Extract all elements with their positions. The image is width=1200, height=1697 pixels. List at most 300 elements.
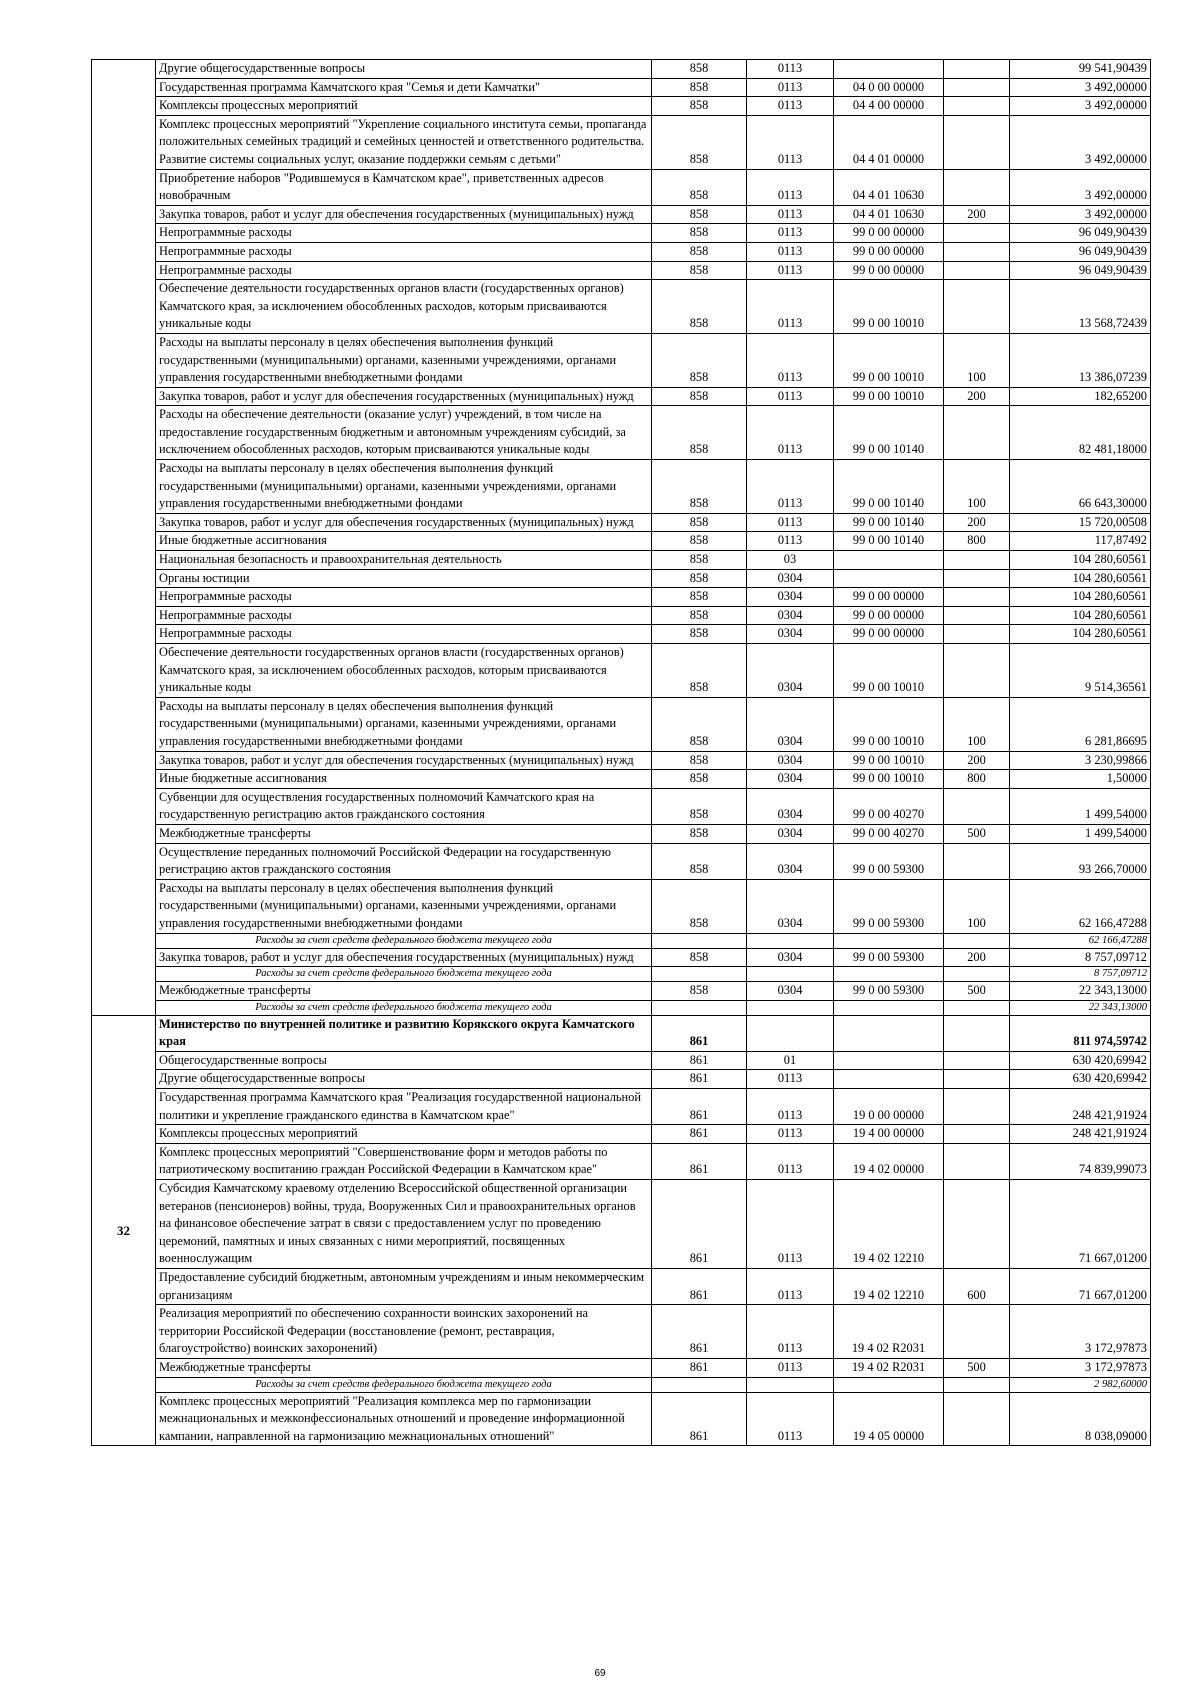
row-csr-cell: 99 0 00 10010 <box>834 697 944 751</box>
row-name-cell: Расходы на обеспечение деятельности (оказание услуг) учреждений, в том числе на предоставление государственным бюджетным и автономным учреждениям субсидий, за исключением обособленных расходов, которым присваиваются уникальные коды <box>156 406 652 460</box>
table-row <box>92 406 1151 460</box>
row-vr-cell <box>944 606 1010 625</box>
row-csr-cell: 99 0 00 10010 <box>834 751 944 770</box>
row-ved-cell: 858 <box>652 697 747 751</box>
row-csr-cell <box>834 967 944 982</box>
row-name-cell: Расходы за счет средств федерального бюджета текущего года <box>156 1000 652 1015</box>
row-vr-cell: 600 <box>944 1269 1010 1305</box>
row-csr-cell: 99 0 00 10140 <box>834 406 944 460</box>
row-rz-cell: 01 <box>747 1051 834 1070</box>
table-row <box>92 982 1151 1001</box>
row-sum-cell: 93 266,70000 <box>1010 843 1151 879</box>
row-sum-cell: 8 757,09712 <box>1010 948 1151 967</box>
table-row <box>92 513 1151 532</box>
table-row <box>92 1070 1151 1089</box>
row-ved-cell: 858 <box>652 551 747 570</box>
table-row <box>92 224 1151 243</box>
row-sum-cell: 62 166,47288 <box>1010 879 1151 933</box>
row-ved-cell: 858 <box>652 788 747 824</box>
row-ved-cell: 861 <box>652 1070 747 1089</box>
row-name-cell: Органы юстиции <box>156 569 652 588</box>
row-vr-cell: 500 <box>944 824 1010 843</box>
row-name-cell: Межбюджетные трансферты <box>156 982 652 1001</box>
row-sum-cell: 62 166,47288 <box>1010 933 1151 948</box>
table-row <box>92 644 1151 698</box>
row-csr-cell: 19 4 05 00000 <box>834 1392 944 1446</box>
row-csr-cell: 04 4 01 10630 <box>834 169 944 205</box>
row-name-cell: Закупка товаров, работ и услуг для обеспечения государственных (муниципальных) нужд <box>156 387 652 406</box>
row-name-cell: Субвенции для осуществления государственных полномочий Камчатского края на государственную регистрацию актов гражданского состояния <box>156 788 652 824</box>
row-csr-cell: 19 0 00 00000 <box>834 1089 944 1125</box>
budget-table <box>91 59 1151 1446</box>
row-vr-cell <box>944 1000 1010 1015</box>
row-rz-cell <box>747 1377 834 1392</box>
row-csr-cell: 99 0 00 59300 <box>834 843 944 879</box>
row-vr-cell <box>944 644 1010 698</box>
row-sum-cell: 71 667,01200 <box>1010 1180 1151 1269</box>
table-row <box>92 879 1151 933</box>
row-sum-cell: 96 049,90439 <box>1010 242 1151 261</box>
row-name-cell: Расходы на выплаты персоналу в целях обеспечения выполнения функций государственными (муниципальными) органами, казенными учреждениями, органами управления государственными внебюджетными фондами <box>156 333 652 387</box>
row-vr-cell <box>944 1070 1010 1089</box>
row-name-cell: Закупка товаров, работ и услуг для обеспечения государственных (муниципальных) нужд <box>156 948 652 967</box>
table-row <box>92 1125 1151 1144</box>
row-ved-cell: 858 <box>652 843 747 879</box>
row-rz-cell: 0304 <box>747 569 834 588</box>
row-ved-cell: 858 <box>652 948 747 967</box>
row-sum-cell: 3 492,00000 <box>1010 169 1151 205</box>
row-rz-cell: 0304 <box>747 824 834 843</box>
row-rz-cell: 0113 <box>747 1180 834 1269</box>
row-csr-cell: 04 4 00 00000 <box>834 97 944 116</box>
row-ved-cell: 858 <box>652 588 747 607</box>
row-sum-cell: 74 839,99073 <box>1010 1143 1151 1179</box>
row-csr-cell <box>834 1015 944 1051</box>
row-rz-cell <box>747 1000 834 1015</box>
row-rz-cell: 0113 <box>747 60 834 79</box>
row-rz-cell: 0304 <box>747 788 834 824</box>
row-name-cell: Иные бюджетные ассигнования <box>156 770 652 789</box>
row-rz-cell: 0113 <box>747 387 834 406</box>
row-name-cell: Комплексы процессных мероприятий <box>156 1125 652 1144</box>
row-csr-cell: 99 0 00 00000 <box>834 625 944 644</box>
row-ved-cell: 858 <box>652 982 747 1001</box>
row-name-cell: Министерство по внутренней политике и развитию Корякского округа Камчатского края <box>156 1015 652 1051</box>
row-csr-cell: 99 0 00 10140 <box>834 460 944 514</box>
row-sum-cell: 104 280,60561 <box>1010 625 1151 644</box>
row-sum-cell: 3 492,00000 <box>1010 205 1151 224</box>
row-csr-cell: 99 0 00 59300 <box>834 948 944 967</box>
row-rz-cell: 0113 <box>747 280 834 334</box>
row-name-cell: Расходы за счет средств федерального бюджета текущего года <box>156 967 652 982</box>
row-vr-cell <box>944 569 1010 588</box>
row-csr-cell: 99 0 00 59300 <box>834 982 944 1001</box>
row-name-cell: Непрограммные расходы <box>156 588 652 607</box>
row-name-cell: Расходы за счет средств федерального бюджета текущего года <box>156 1377 652 1392</box>
row-sum-cell: 3 172,97873 <box>1010 1358 1151 1377</box>
row-sum-cell: 2 982,60000 <box>1010 1377 1151 1392</box>
row-vr-cell <box>944 169 1010 205</box>
table-row <box>92 606 1151 625</box>
row-ved-cell: 861 <box>652 1125 747 1144</box>
row-sum-cell: 3 492,00000 <box>1010 97 1151 116</box>
table-row <box>92 169 1151 205</box>
row-rz-cell: 0113 <box>747 406 834 460</box>
table-row <box>92 1392 1151 1446</box>
row-vr-cell: 100 <box>944 333 1010 387</box>
row-csr-cell <box>834 60 944 79</box>
row-rz-cell: 0113 <box>747 1070 834 1089</box>
row-sum-cell: 15 720,00508 <box>1010 513 1151 532</box>
row-rz-cell: 0113 <box>747 261 834 280</box>
row-csr-cell: 99 0 00 10010 <box>834 280 944 334</box>
row-vr-cell <box>944 1051 1010 1070</box>
row-rz-cell: 0113 <box>747 97 834 116</box>
row-csr-cell: 19 4 02 00000 <box>834 1143 944 1179</box>
row-vr-cell: 200 <box>944 751 1010 770</box>
row-ved-cell: 858 <box>652 751 747 770</box>
table-row <box>92 751 1151 770</box>
row-ved-cell: 858 <box>652 644 747 698</box>
row-sum-cell: 1,50000 <box>1010 770 1151 789</box>
row-ved-cell: 858 <box>652 115 747 169</box>
table-row <box>92 1377 1151 1392</box>
row-csr-cell: 19 4 02 12210 <box>834 1180 944 1269</box>
table-row <box>92 242 1151 261</box>
row-name-cell: Непрограммные расходы <box>156 606 652 625</box>
row-ved-cell: 861 <box>652 1089 747 1125</box>
row-ved-cell: 858 <box>652 333 747 387</box>
row-sum-cell: 104 280,60561 <box>1010 551 1151 570</box>
row-ved-cell: 858 <box>652 770 747 789</box>
row-rz-cell: 0113 <box>747 242 834 261</box>
row-name-cell: Предоставление субсидий бюджетным, автономным учреждениям и иным некоммерческим организациям <box>156 1269 652 1305</box>
row-sum-cell: 104 280,60561 <box>1010 588 1151 607</box>
row-vr-cell <box>944 97 1010 116</box>
row-ved-cell: 858 <box>652 205 747 224</box>
row-name-cell: Государственная программа Камчатского края "Реализация государственной национальной политики и укрепление гражданского единства в Камчатском крае" <box>156 1089 652 1125</box>
row-vr-cell: 800 <box>944 532 1010 551</box>
row-ved-cell: 861 <box>652 1015 747 1051</box>
row-ved-cell <box>652 967 747 982</box>
row-ved-cell: 858 <box>652 224 747 243</box>
row-vr-cell: 100 <box>944 460 1010 514</box>
row-vr-cell <box>944 1125 1010 1144</box>
row-vr-cell <box>944 261 1010 280</box>
row-vr-cell <box>944 967 1010 982</box>
row-csr-cell: 99 0 00 10010 <box>834 333 944 387</box>
row-sum-cell: 104 280,60561 <box>1010 606 1151 625</box>
row-csr-cell: 99 0 00 00000 <box>834 588 944 607</box>
row-rz-cell: 0113 <box>747 1089 834 1125</box>
row-ved-cell <box>652 1377 747 1392</box>
row-csr-cell <box>834 1051 944 1070</box>
row-name-cell: Обеспечение деятельности государственных органов власти (государственных органов) Камчатского края, за исключением обособленных расходов, которым присваиваются уникальные коды <box>156 644 652 698</box>
row-ved-cell: 861 <box>652 1392 747 1446</box>
row-vr-cell <box>944 1392 1010 1446</box>
row-rz-cell: 0113 <box>747 1269 834 1305</box>
row-sum-cell: 13 386,07239 <box>1010 333 1151 387</box>
row-ved-cell <box>652 933 747 948</box>
table-row <box>92 78 1151 97</box>
row-ved-cell: 858 <box>652 879 747 933</box>
row-vr-cell: 500 <box>944 1358 1010 1377</box>
row-sum-cell: 3 492,00000 <box>1010 115 1151 169</box>
row-rz-cell: 0304 <box>747 644 834 698</box>
row-sum-cell: 22 343,13000 <box>1010 1000 1151 1015</box>
table-row <box>92 1143 1151 1179</box>
row-csr-cell <box>834 933 944 948</box>
row-ved-cell: 858 <box>652 569 747 588</box>
row-name-cell: Расходы за счет средств федерального бюджета текущего года <box>156 933 652 948</box>
row-name-cell: Обеспечение деятельности государственных органов власти (государственных органов) Камчатского края, за исключением обособленных расходов, которым присваиваются уникальные коды <box>156 280 652 334</box>
row-csr-cell: 99 0 00 10140 <box>834 532 944 551</box>
row-csr-cell: 19 4 00 00000 <box>834 1125 944 1144</box>
row-sum-cell: 811 974,59742 <box>1010 1015 1151 1051</box>
table-row <box>92 1089 1151 1125</box>
row-rz-cell: 03 <box>747 551 834 570</box>
table-body <box>92 60 1151 1446</box>
table-row <box>92 933 1151 948</box>
row-rz-cell: 0113 <box>747 1358 834 1377</box>
row-csr-cell: 99 0 00 00000 <box>834 606 944 625</box>
row-ved-cell: 858 <box>652 606 747 625</box>
row-vr-cell: 100 <box>944 879 1010 933</box>
row-rz-cell: 0113 <box>747 115 834 169</box>
row-rz-cell: 0304 <box>747 588 834 607</box>
table-row <box>92 788 1151 824</box>
row-ved-cell: 858 <box>652 60 747 79</box>
row-name-cell: Национальная безопасность и правоохранительная деятельность <box>156 551 652 570</box>
table-row <box>92 1000 1151 1015</box>
row-sum-cell: 3 230,99866 <box>1010 751 1151 770</box>
table-row <box>92 1358 1151 1377</box>
row-vr-cell <box>944 1377 1010 1392</box>
row-sum-cell: 96 049,90439 <box>1010 261 1151 280</box>
row-csr-cell: 99 0 00 40270 <box>834 788 944 824</box>
row-sum-cell: 248 421,91924 <box>1010 1089 1151 1125</box>
row-csr-cell: 99 0 00 10010 <box>834 644 944 698</box>
row-csr-cell: 19 4 02 R2031 <box>834 1305 944 1359</box>
row-sum-cell: 3 172,97873 <box>1010 1305 1151 1359</box>
row-rz-cell: 0113 <box>747 1392 834 1446</box>
table-row <box>92 387 1151 406</box>
page-number: 69 <box>594 1668 606 1679</box>
row-csr-cell <box>834 569 944 588</box>
row-rz-cell <box>747 1015 834 1051</box>
row-vr-cell <box>944 280 1010 334</box>
row-vr-cell: 100 <box>944 697 1010 751</box>
row-ved-cell: 861 <box>652 1269 747 1305</box>
row-csr-cell: 19 4 02 12210 <box>834 1269 944 1305</box>
row-ved-cell: 858 <box>652 406 747 460</box>
row-rz-cell: 0304 <box>747 625 834 644</box>
row-rz-cell: 0304 <box>747 606 834 625</box>
row-vr-cell: 500 <box>944 982 1010 1001</box>
table-row <box>92 625 1151 644</box>
row-name-cell: Комплекс процессных мероприятий "Совершенствование форм и методов работы по патриотическому воспитанию граждан Российской Федерации в Камчатском крае" <box>156 1143 652 1179</box>
row-rz-cell: 0304 <box>747 982 834 1001</box>
row-sum-cell: 630 420,69942 <box>1010 1070 1151 1089</box>
row-sum-cell: 71 667,01200 <box>1010 1269 1151 1305</box>
table-row <box>92 1269 1151 1305</box>
row-csr-cell: 99 0 00 00000 <box>834 261 944 280</box>
row-csr-cell: 99 0 00 00000 <box>834 224 944 243</box>
row-sum-cell: 9 514,36561 <box>1010 644 1151 698</box>
table-row <box>92 697 1151 751</box>
row-name-cell: Комплекс процессных мероприятий "Реализация комплекса мер по гармонизации межнациональных и межконфессиональных отношений и проведение информационной кампании, направленной на гармонизацию межнациональных отношений" <box>156 1392 652 1446</box>
row-csr-cell: 19 4 02 R2031 <box>834 1358 944 1377</box>
row-vr-cell: 200 <box>944 387 1010 406</box>
row-rz-cell: 0304 <box>747 751 834 770</box>
row-vr-cell <box>944 625 1010 644</box>
table-row <box>92 948 1151 967</box>
row-csr-cell: 99 0 00 10140 <box>834 513 944 532</box>
table-row <box>92 1051 1151 1070</box>
row-vr-cell <box>944 788 1010 824</box>
row-name-cell: Непрограммные расходы <box>156 261 652 280</box>
row-rz-cell: 0304 <box>747 843 834 879</box>
row-vr-cell <box>944 1180 1010 1269</box>
row-vr-cell: 200 <box>944 205 1010 224</box>
row-sum-cell: 117,87492 <box>1010 532 1151 551</box>
table-row <box>92 1015 1151 1051</box>
row-ved-cell: 858 <box>652 460 747 514</box>
row-rz-cell: 0304 <box>747 879 834 933</box>
row-name-cell: Субсидия Камчатскому краевому отделению Всероссийской общественной организации ветеранов (пенсионеров) войны, труда, Вооруженных Сил и правоохранительных органов на финансовое обеспечение затрат в связи с предоставлением услуг по проведению церемоний, памятных и иных связанных с ними мероприятий, посвященных военнослужащим <box>156 1180 652 1269</box>
table-row <box>92 460 1151 514</box>
row-ved-cell: 861 <box>652 1143 747 1179</box>
row-name-cell: Осуществление переданных полномочий Российской Федерации на государственную регистрацию актов гражданского состояния <box>156 843 652 879</box>
row-name-cell: Государственная программа Камчатского края "Семья и дети Камчатки" <box>156 78 652 97</box>
row-csr-cell: 99 0 00 40270 <box>834 824 944 843</box>
row-ved-cell: 858 <box>652 824 747 843</box>
row-name-cell: Приобретение наборов "Родившемуся в Камчатском крае", приветственных адресов новобрачным <box>156 169 652 205</box>
row-vr-cell <box>944 1143 1010 1179</box>
row-ved-cell: 858 <box>652 532 747 551</box>
row-csr-cell <box>834 1000 944 1015</box>
table-row <box>92 1180 1151 1269</box>
row-rz-cell: 0304 <box>747 697 834 751</box>
row-rz-cell: 0113 <box>747 224 834 243</box>
row-sum-cell: 8 757,09712 <box>1010 967 1151 982</box>
row-ved-cell: 858 <box>652 97 747 116</box>
row-number-cell: 32 <box>92 1015 156 1446</box>
row-rz-cell: 0113 <box>747 513 834 532</box>
row-csr-cell: 04 4 01 10630 <box>834 205 944 224</box>
row-ved-cell: 858 <box>652 513 747 532</box>
table-row <box>92 569 1151 588</box>
table-row <box>92 843 1151 879</box>
row-name-cell: Иные бюджетные ассигнования <box>156 532 652 551</box>
row-name-cell: Комплекс процессных мероприятий "Укрепление социального института семьи, пропаганда положительных семейных традиций и семейных ценностей и ответственного родительства. Развитие системы социальных услуг, оказание поддержки семьям с детьми" <box>156 115 652 169</box>
row-rz-cell: 0113 <box>747 169 834 205</box>
row-vr-cell <box>944 588 1010 607</box>
row-csr-cell: 99 0 00 10010 <box>834 387 944 406</box>
table-row <box>92 280 1151 334</box>
row-sum-cell: 182,65200 <box>1010 387 1151 406</box>
table-row <box>92 261 1151 280</box>
row-name-cell: Непрограммные расходы <box>156 242 652 261</box>
row-name-cell: Межбюджетные трансферты <box>156 824 652 843</box>
row-ved-cell: 858 <box>652 169 747 205</box>
row-sum-cell: 1 499,54000 <box>1010 788 1151 824</box>
row-ved-cell: 858 <box>652 78 747 97</box>
row-vr-cell <box>944 933 1010 948</box>
row-rz-cell: 0304 <box>747 948 834 967</box>
row-ved-cell: 858 <box>652 242 747 261</box>
row-rz-cell: 0113 <box>747 1125 834 1144</box>
row-rz-cell: 0113 <box>747 333 834 387</box>
table-row <box>92 333 1151 387</box>
row-csr-cell <box>834 551 944 570</box>
row-name-cell: Закупка товаров, работ и услуг для обеспечения государственных (муниципальных) нужд <box>156 513 652 532</box>
row-csr-cell: 99 0 00 00000 <box>834 242 944 261</box>
row-sum-cell: 104 280,60561 <box>1010 569 1151 588</box>
row-vr-cell <box>944 1305 1010 1359</box>
row-name-cell: Межбюджетные трансферты <box>156 1358 652 1377</box>
row-vr-cell <box>944 1015 1010 1051</box>
table-row <box>92 770 1151 789</box>
row-vr-cell <box>944 60 1010 79</box>
row-rz-cell: 0113 <box>747 1305 834 1359</box>
table-row <box>92 967 1151 982</box>
row-rz-cell: 0304 <box>747 770 834 789</box>
row-vr-cell <box>944 551 1010 570</box>
row-ved-cell: 858 <box>652 261 747 280</box>
row-sum-cell: 6 281,86695 <box>1010 697 1151 751</box>
row-vr-cell <box>944 78 1010 97</box>
row-rz-cell: 0113 <box>747 205 834 224</box>
row-name-cell: Расходы на выплаты персоналу в целях обеспечения выполнения функций государственными (муниципальными) органами, казенными учреждениями, органами управления государственными внебюджетными фондами <box>156 460 652 514</box>
row-sum-cell: 82 481,18000 <box>1010 406 1151 460</box>
row-ved-cell: 861 <box>652 1305 747 1359</box>
row-name-cell: Другие общегосударственные вопросы <box>156 60 652 79</box>
table-row <box>92 60 1151 79</box>
row-vr-cell: 800 <box>944 770 1010 789</box>
row-vr-cell <box>944 224 1010 243</box>
row-rz-cell: 0113 <box>747 460 834 514</box>
row-name-cell: Другие общегосударственные вопросы <box>156 1070 652 1089</box>
row-sum-cell: 96 049,90439 <box>1010 224 1151 243</box>
table-row <box>92 532 1151 551</box>
row-sum-cell: 99 541,90439 <box>1010 60 1151 79</box>
row-vr-cell <box>944 843 1010 879</box>
row-sum-cell: 3 492,00000 <box>1010 78 1151 97</box>
row-ved-cell: 858 <box>652 387 747 406</box>
table-row <box>92 115 1151 169</box>
row-vr-cell <box>944 242 1010 261</box>
row-name-cell: Расходы на выплаты персоналу в целях обеспечения выполнения функций государственными (муниципальными) органами, казенными учреждениями, органами управления государственными внебюджетными фондами <box>156 879 652 933</box>
row-number-cell <box>92 60 156 1016</box>
row-sum-cell: 630 420,69942 <box>1010 1051 1151 1070</box>
row-rz-cell: 0113 <box>747 1143 834 1179</box>
row-sum-cell: 22 343,13000 <box>1010 982 1151 1001</box>
row-csr-cell <box>834 1070 944 1089</box>
row-sum-cell: 1 499,54000 <box>1010 824 1151 843</box>
row-name-cell: Закупка товаров, работ и услуг для обеспечения государственных (муниципальных) нужд <box>156 751 652 770</box>
row-ved-cell: 858 <box>652 280 747 334</box>
row-sum-cell: 66 643,30000 <box>1010 460 1151 514</box>
row-ved-cell: 858 <box>652 625 747 644</box>
row-sum-cell: 13 568,72439 <box>1010 280 1151 334</box>
row-csr-cell: 99 0 00 59300 <box>834 879 944 933</box>
row-ved-cell: 861 <box>652 1180 747 1269</box>
row-vr-cell <box>944 406 1010 460</box>
row-ved-cell: 861 <box>652 1051 747 1070</box>
row-rz-cell <box>747 933 834 948</box>
row-ved-cell <box>652 1000 747 1015</box>
